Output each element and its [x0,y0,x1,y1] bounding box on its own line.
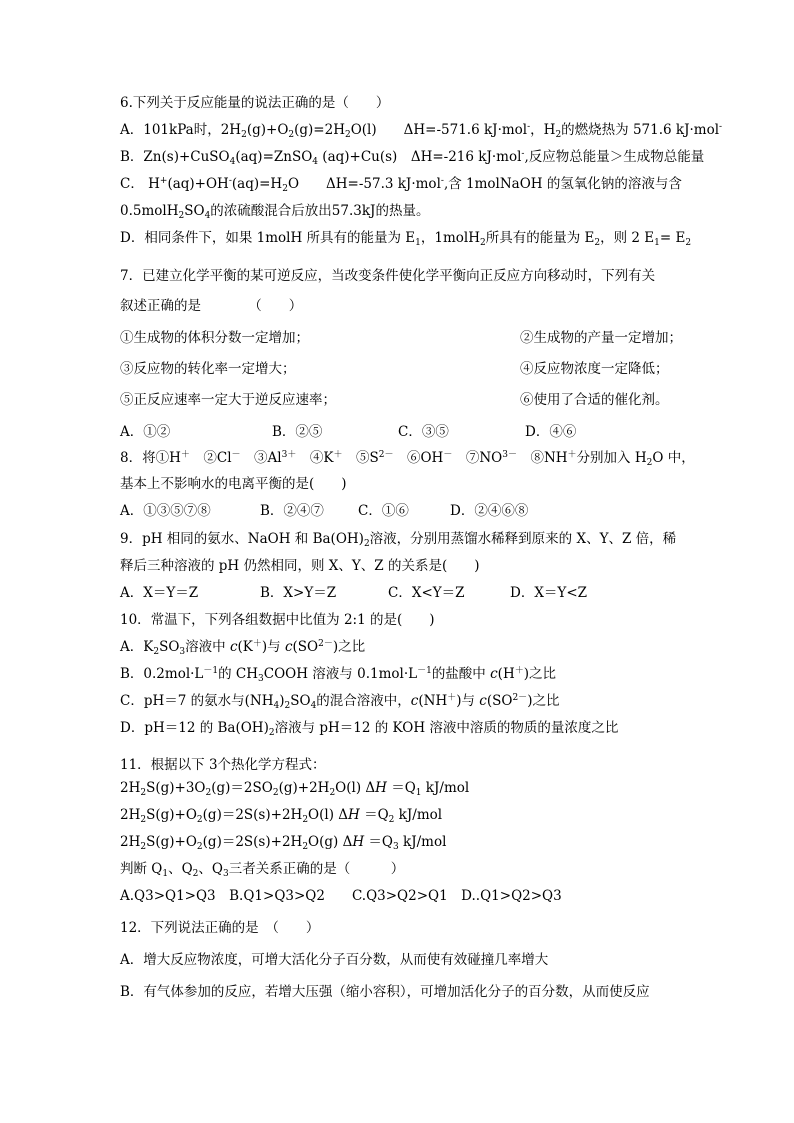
q6-option-c: C． $H^+(aq)+OH^-(aq)=H_2O$ ΔH=-57.3 kJ·mol-,含 1molNaOH 的氢氧化钠的溶液与含 [120,176,682,194]
q7-items-row3: ⑤正反应速率一定大于逆反应速率； ⑥使用了合适的催化剂。 [120,392,669,408]
q10-option-a: A．$K_2SO_3$溶液中 c(K＋)与 $c(SO^{2-})$之比 [120,639,366,657]
q6-option-d: D．相同条件下，如果 1molH 所具有的能量为 $E_1$，1molH$_2$所具有的能量为 $E_2$，则 2 $E_1= E_2$ [120,230,692,248]
q6-option-b: B．Zn(s)+CuSO$_4$(aq)=ZnSO$_4$ (aq)+Cu(s) ΔH=-216 kJ·mol-,反应物总能量＞生成物总能量 [120,149,705,167]
q12-stem: 12．下列说法正确的是 （ ） [120,920,320,936]
q7-stem: 7．已建立化学平衡的某可逆反应，当改变条件使化学平衡向正反应方向移动时，下列有关 [120,268,656,284]
q6-option-a: A．101kPa时，$2H_2(g)+O_2(g)=2H_2O(l)$ ΔH=-571.6 kJ·mol-，$H_2$的燃烧热为 571.6 kJ·mol- [120,122,723,140]
q9-stem-cont: 释后三种溶液的 pH 仍然相同，则 X、Y、Z 的关系是( ) [120,558,480,574]
q11-equation-2: $2H_2S(g)+O_2(g)=2S(s)+2H_2O(l)$ $\Delta H =Q_2$ kJ/mol [120,807,443,825]
q6-option-c-cont: $0.5molH_2SO_4$的浓硫酸混合后放出57.3kJ的热量。 [120,203,430,221]
q11-equation-1: $2H_2S(g)+3O_2(g)=2SO_2(g)+2H_2O(l)$ $\Delta H =Q_1$ kJ/mol [120,780,470,798]
q10-stem: 10．常温下，下列各组数据中比值为 2:1 的是( ) [120,612,435,628]
q12-option-a: A．增大反应物浓度，可增大活化分子百分数，从而使有效碰撞几率增大 [120,952,549,968]
q12-option-b: B．有气体参加的反应，若增大压强（缩小容积），可增加活化分子的百分数，从而使反应 [120,984,650,1000]
q7-items-row1: ①生成物的体积分数一定增加； ②生成物的产量一定增加； [120,330,682,346]
q11-options: A.Q3>Q1>Q3 B.Q1>Q3>Q2 C.Q3>Q2>Q1 D..Q1>Q2>Q3 [120,888,562,904]
q10-option-b: B．$0.2mol\cdot L^{-1}$的 $CH_3COOH$ 溶液与 $0.1mol\cdot L^{-1}$的盐酸中 c(H＋)之比 [120,666,557,684]
q8-stem-cont: 基本上不影响水的电离平衡的是( ) [120,476,347,492]
q7-stem-cont: 叙述正确的是 （ ） [120,298,303,314]
q11-equation-3: $2H_2S(g)+O_2(g)=2S(s)+2H_2O(g)$ $\Delta H =Q_3$ kJ/mol [120,834,447,852]
exam-page: 6.下列关于反应能量的说法正确的是（ ） A．101kPa时，$2H_2(g)+O_2(g)=2H_2O(l)$ ΔH=-571.6 kJ·mol-，$H_2$的燃烧热为 571.6 kJ·mol- B．Zn(s)+CuSO$_4$(aq)=ZnSO$_4$ (aq)+Cu(s) ΔH=-216 kJ·mol-,反应物总能量＞生成物总能量 C． $H^+(aq)+OH^-(aq)=H_2O$ ΔH=-57.3 kJ·mol-,含 1molNaOH 的氢氧化钠的溶液与含 $0.5molH_2SO_4$的浓硫酸混合后放出57.3kJ的热量。 D．相同条件下，如果 1molH 所具有的能量为 $E_1$，1molH$_2$所具有的能量为 $E_2$，则 2 $E_1= E_2$ 7．已建立化学平衡的某可逆反应，当改变条件使化学平衡向正反应方向移动时，下列有关 叙述正确的是 （ ） ①生成物的体积分数一定增加； ②生成物的产量一定增加； ③反应物的转化率一定增大； ④反应物浓度一定降低； ⑤正反应速率一定大于逆反应速率； ⑥使用了合适的催化剂。 A．①② B．②⑤ C．③⑤ D．④⑥ 8．将①H＋ ②Cl－ $③Al^{3+}$ ④K＋ $⑤S^{2-}$ ⑥OH－ $⑦NO^{3-}$ ⑧NH＋分别加入 $H_2O$ 中， 基本上不影响水的电离平衡的是( ) A．①③⑤⑦⑧ B．②④⑦ C．①⑥ D．②④⑥⑧ 9．pH 相同的氨水、NaOH 和 $Ba(OH)_2$溶液，分别用蒸馏水稀释到原来的 X、Y、Z 倍，稀 释后三种溶液的 pH 仍然相同，则 X、Y、Z 的关系是( ) A．X＝Y＝Z B．X>Y＝Z C．X<Y＝Z D．X＝Y<Z 10．常温下，下列各组数据中比值为 2:1 的是( ) A．$K_2SO_3$溶液中 c(K＋)与 $c(SO^{2-})$之比 B．$0.2mol\cdot L^{-1}$的 $CH_3COOH$ 溶液与 $0.1mol\cdot L^{-1}$的盐酸中 c(H＋)之比 C．pH＝7 的氨水与$(NH_4)_2SO_4$的混合溶液中，c(NH＋)与 $c(SO^{2-})$之比 D．pH＝12 的 $Ba(OH)_2$溶液与 pH＝12 的 KOH 溶液中溶质的物质的量浓度之比 11．根据以下 3个热化学方程式： $2H_2S(g)+3O_2(g)=2SO_2(g)+2H_2O(l)$ $\Delta H =Q_1$ kJ/mol $2H_2S(g)+O_2(g)=2S(s)+2H_2O(l)$ $\Delta H =Q_2$ kJ/mol $2H_2S(g)+O_2(g)=2S(s)+2H_2O(g)$ $\Delta H =Q_3$ kJ/mol 判断 $Q_1$、$Q_2$、$Q_3$三者关系正确的是（ ） A.Q3>Q1>Q3 B.Q1>Q3>Q2 C.Q3>Q2>Q1 D..Q1>Q2>Q3 12．下列说法正确的是 （ ） A．增大反应物浓度，可增大活化分子百分数，从而使有效碰撞几率增大 B．有气体参加的反应，若增大压强（缩小容积），可增加活化分子的百分数，从而使反应 [120,95,723,1000]
q6-stem: 6.下列关于反应能量的说法正确的是（ ） [120,95,390,111]
q7-items-row2: ③反应物的转化率一定增大； ④反应物浓度一定降低； [120,361,669,377]
q10-option-d: D．pH＝12 的 $Ba(OH)_2$溶液与 pH＝12 的 KOH 溶液中溶质的物质的量浓度之比 [120,720,619,738]
q10-option-c: C．pH＝7 的氨水与$(NH_4)_2SO_4$的混合溶液中，c(NH＋)与 $c(SO^{2-})$之比 [120,693,560,711]
q11-judge: 判断 $Q_1$、$Q_2$、$Q_3$三者关系正确的是（ ） [120,861,405,879]
q9-stem: 9．pH 相同的氨水、NaOH 和 $Ba(OH)_2$溶液，分别用蒸馏水稀释到原来的 X、Y、Z 倍，稀 [120,531,677,549]
q11-stem: 11．根据以下 3个热化学方程式： [120,757,326,773]
q8-stem: 8．将①H＋ ②Cl－ $③Al^{3+}$ ④K＋ $⑤S^{2-}$ ⑥OH－ $⑦NO^{3-}$ ⑧NH＋分别加入 $H_2O$ 中， [120,450,695,468]
